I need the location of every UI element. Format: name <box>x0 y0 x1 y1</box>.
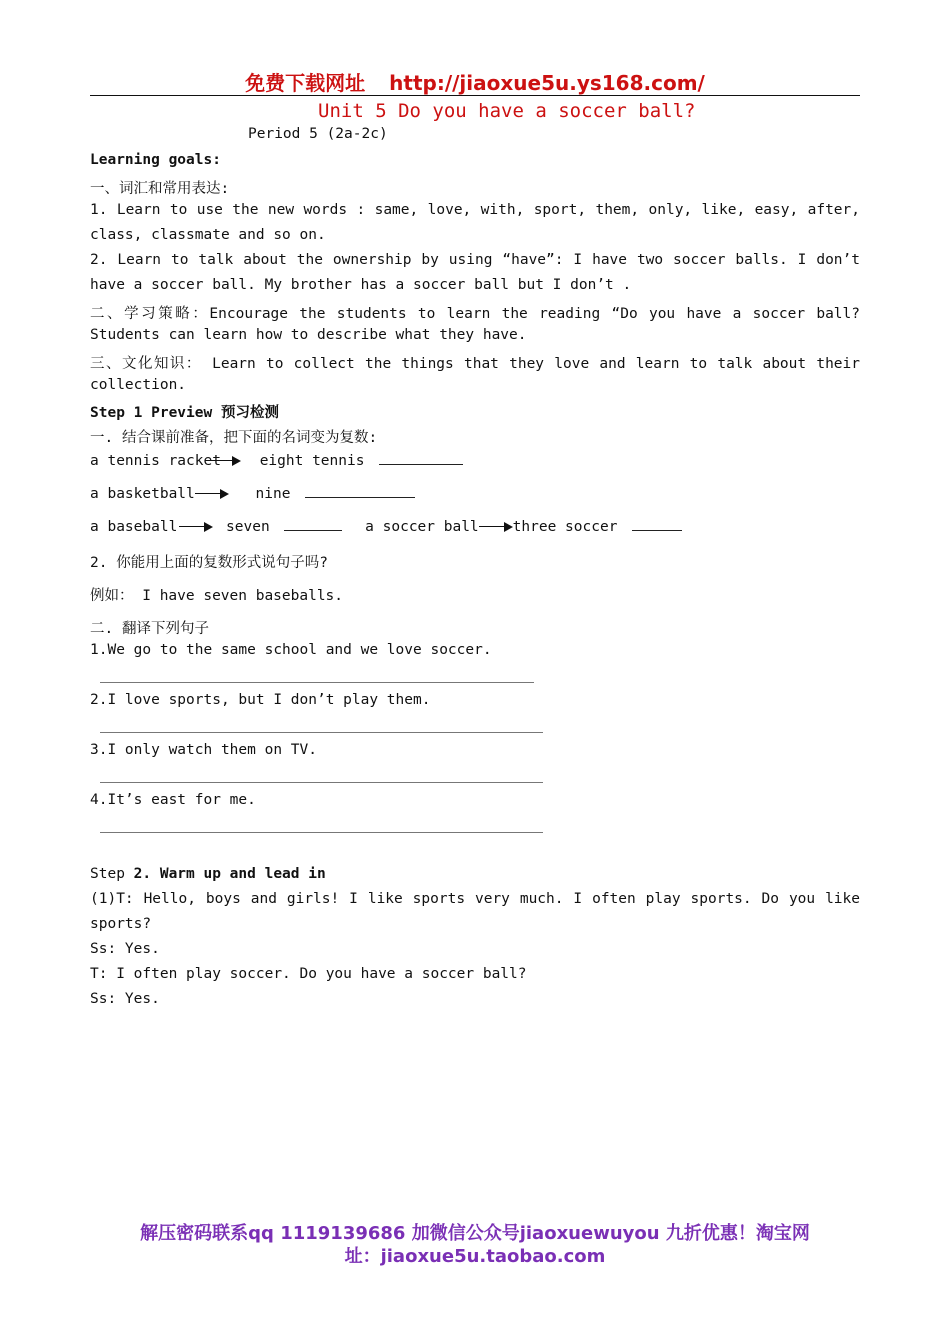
eight-tennis-text: eight tennis <box>259 453 365 469</box>
nine-text: nine <box>255 486 291 502</box>
plural-row-2 <box>90 485 415 502</box>
example-sentence: 例如： I have seven baseballs. <box>90 588 344 604</box>
answer-line[interactable] <box>100 782 543 783</box>
baseball-text: a baseball <box>90 519 178 535</box>
footer-line-2[interactable]: 址：jiaoxue5u.taobao.com <box>344 1246 606 1267</box>
culture-line2: collection. <box>90 377 187 393</box>
step1-heading: Step 1 Preview 预习检测 <box>90 405 279 421</box>
goal2-line1: 2. Learn to talk about the ownership by using “have”: I have two soccer balls. I don’t <box>90 252 860 268</box>
answer-line[interactable] <box>100 682 534 683</box>
strategy-line2: Students can learn how to describe what they have. <box>90 327 527 343</box>
answer-blank[interactable] <box>305 485 415 498</box>
period-label: Period 5 (2a-2c) <box>248 126 388 142</box>
plural-row-1 <box>90 452 463 469</box>
translate-sentence-3: 3.I only watch them on TV. <box>90 742 317 758</box>
page-title: Unit 5 Do you have a soccer ball? <box>318 100 696 122</box>
translate-sentence-4: 4.It’s east for me. <box>90 792 256 808</box>
translate-sentence-2: 2.I love sports, but I don’t play them. <box>90 692 431 708</box>
basketball-text: a basketball <box>90 486 195 502</box>
tennis-racket-text: a tennis racket <box>90 453 221 469</box>
arrow-right-icon <box>479 522 513 532</box>
footer-line-1: 解压密码联系qq 1119139686 加微信公众号jiaoxuewuyou 九折优惠！淘宝网 <box>140 1223 810 1244</box>
answer-line[interactable] <box>100 732 543 733</box>
step2-title: 2. Warm up and lead in <box>133 866 326 882</box>
goal1-line1: 1. Learn to use the new words : same, love, with, sport, them, only, like, easy, after, <box>90 202 860 218</box>
culture-line1: 三、文化知识： Learn to collect the things that they love and learn to talk about their <box>90 356 860 372</box>
site-label: 免费下载网址 <box>245 71 366 95</box>
strategy-line1: 二、学习策略：Encourage the students to learn the reading “Do you have a soccer ball? <box>90 306 860 322</box>
plural-heading: 一. 结合课前准备，把下面的名词变为复数: <box>90 430 378 446</box>
arrow-right-icon <box>179 522 213 532</box>
answer-line[interactable] <box>100 832 543 833</box>
dialog-line-2: Ss: Yes. <box>90 941 160 957</box>
dialog-line-4: Ss: Yes. <box>90 991 160 1007</box>
answer-blank[interactable] <box>632 518 682 531</box>
dialog-line-1: (1)T: Hello, boys and girls! I like sports very much. I often play sports. Do you like <box>90 891 860 907</box>
goal1-line2: class, classmate and so on. <box>90 227 326 243</box>
question-2: 2. 你能用上面的复数形式说句子吗? <box>90 555 328 571</box>
arrow-right-icon <box>207 456 241 466</box>
site-url-link[interactable]: http://jiaoxue5u.ys168.com/ <box>389 71 705 95</box>
goal2-line2: have a soccer ball. My brother has a soccer ball but I don’t . <box>90 277 632 293</box>
dialog-line-1b: sports? <box>90 916 152 932</box>
arrow-right-icon <box>195 489 229 499</box>
step2-heading <box>90 866 326 882</box>
answer-blank[interactable] <box>284 518 342 531</box>
download-header <box>90 67 860 96</box>
learning-goals-heading: Learning goals: <box>90 152 221 168</box>
translate-sentence-1: 1.We go to the same school and we love soccer. <box>90 642 492 658</box>
vocab-heading: 一、词汇和常用表达: <box>90 181 230 197</box>
header-rule <box>90 95 860 96</box>
translate-heading: 二. 翻译下列句子 <box>90 621 209 637</box>
answer-blank[interactable] <box>379 452 463 465</box>
soccer-ball-text: a soccer ball <box>365 519 479 535</box>
dialog-line-3: T: I often play soccer. Do you have a soccer ball? <box>90 966 527 982</box>
seven-text: seven <box>226 519 270 535</box>
plural-row-3 <box>90 518 682 535</box>
three-soccer-text: three soccer <box>512 519 618 535</box>
step2-prefix: Step <box>90 866 134 882</box>
